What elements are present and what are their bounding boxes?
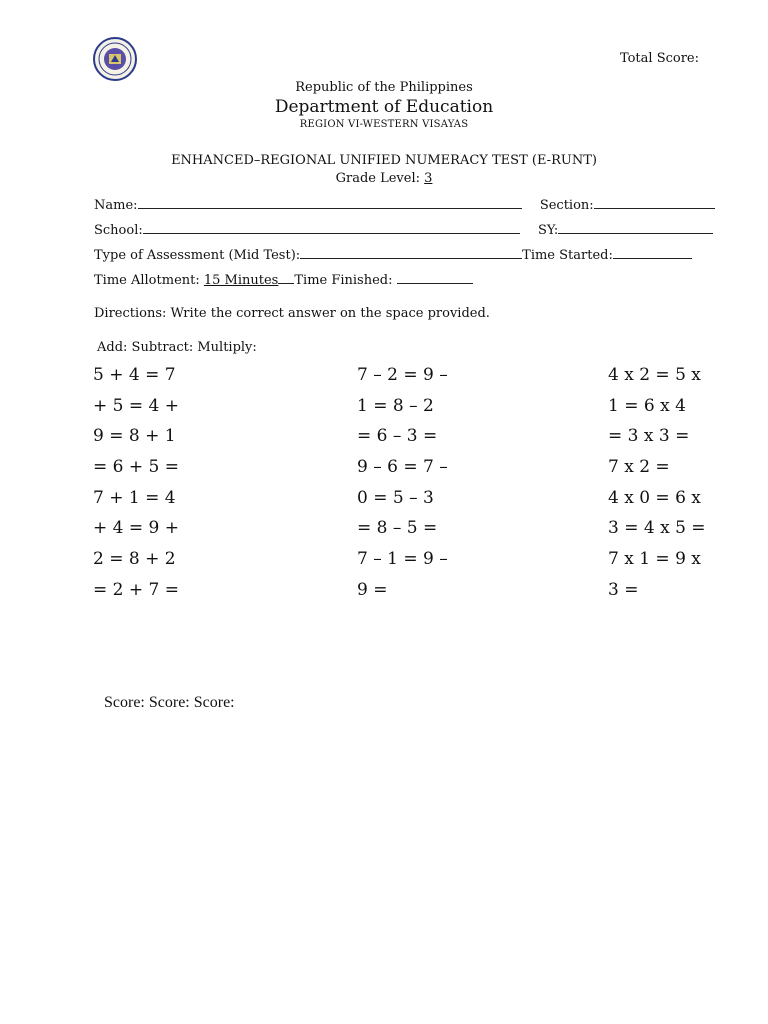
section-blank[interactable] (594, 196, 715, 209)
subtraction-line: 7 – 1 = 9 – (357, 549, 448, 570)
time-started-label: Time Started: (522, 248, 613, 263)
multiplication-line: = 3 x 3 = (608, 426, 690, 447)
school-blank[interactable] (143, 221, 520, 234)
multiplication-line: 7 x 2 = (608, 457, 670, 478)
subtraction-line: = 8 – 5 = (357, 518, 438, 539)
region-heading: REGION VI-WESTERN VISAYAS (299, 119, 469, 130)
school-label: School: (94, 223, 143, 238)
addition-line: 9 = 8 + 1 (93, 426, 176, 447)
addition-line: 7 + 1 = 4 (93, 487, 176, 508)
total-score-label: Total Score: (619, 51, 699, 66)
assessment-label: Type of Assessment (Mid Test): (94, 248, 301, 263)
grade-level-label: Grade Level: (335, 171, 425, 186)
department-heading: Department of Education (274, 97, 494, 117)
name-row (94, 196, 705, 213)
time-allotment-value: 15 Minutes (203, 273, 279, 288)
name-blank[interactable] (138, 196, 522, 209)
subtraction-line: 9 = (357, 579, 388, 600)
deped-seal-icon (93, 37, 137, 81)
time-finished-blank[interactable] (397, 271, 473, 284)
scores-row: Score: Score: Score: (104, 694, 235, 711)
addition-line: = 2 + 7 = (93, 579, 179, 600)
subtraction-line: 1 = 8 – 2 (357, 395, 434, 416)
multiplication-line: 4 x 2 = 5 x (608, 365, 701, 385)
time-allotment-blank (278, 271, 294, 284)
subtraction-column (357, 360, 448, 606)
operations-header: Add: Subtract: Multiply: (97, 340, 257, 355)
sy-label: SY: (538, 223, 559, 238)
time-started-blank[interactable] (613, 246, 692, 259)
subtraction-line: 7 – 2 = 9 – (357, 365, 448, 385)
multiplication-line: 7 x 1 = 9 x (608, 549, 701, 570)
multiplication-line: 4 x 0 = 6 x (608, 487, 701, 508)
sy-blank[interactable] (558, 221, 713, 234)
multiplication-line: 1 = 6 x 4 (608, 395, 686, 416)
assessment-blank[interactable] (300, 246, 522, 259)
multiplication-column (608, 360, 706, 606)
multiplication-line: 3 = 4 x 5 = (608, 518, 706, 539)
name-label: Name: (94, 198, 138, 213)
addition-line: + 5 = 4 + (93, 395, 179, 416)
grade-level (0, 171, 768, 186)
grade-level-value: 3 (424, 171, 433, 186)
test-title: ENHANCED–REGIONAL UNIFIED NUMERACY TEST (E-RUNT) (171, 153, 597, 168)
assessment-row (94, 246, 705, 263)
republic-heading: Republic of the Philippines (295, 80, 473, 95)
subtraction-line: 9 – 6 = 7 – (357, 457, 448, 478)
addition-line: 5 + 4 = 7 (93, 365, 176, 385)
time-row (94, 271, 705, 288)
multiplication-line: 3 = (608, 579, 639, 600)
directions-text: Directions: Write the correct answer on the space provided. (94, 306, 490, 321)
subtraction-line: = 6 – 3 = (357, 426, 438, 447)
addition-line: = 6 + 5 = (93, 457, 179, 478)
addition-line: + 4 = 9 + (93, 518, 179, 539)
time-allotment-label: Time Allotment: (94, 273, 204, 288)
addition-line: 2 = 8 + 2 (93, 549, 176, 570)
addition-column (93, 360, 179, 606)
subtraction-line: 0 = 5 – 3 (357, 487, 434, 508)
school-row (94, 221, 705, 238)
section-label: Section: (539, 198, 594, 213)
time-finished-label: Time Finished: (294, 273, 397, 288)
